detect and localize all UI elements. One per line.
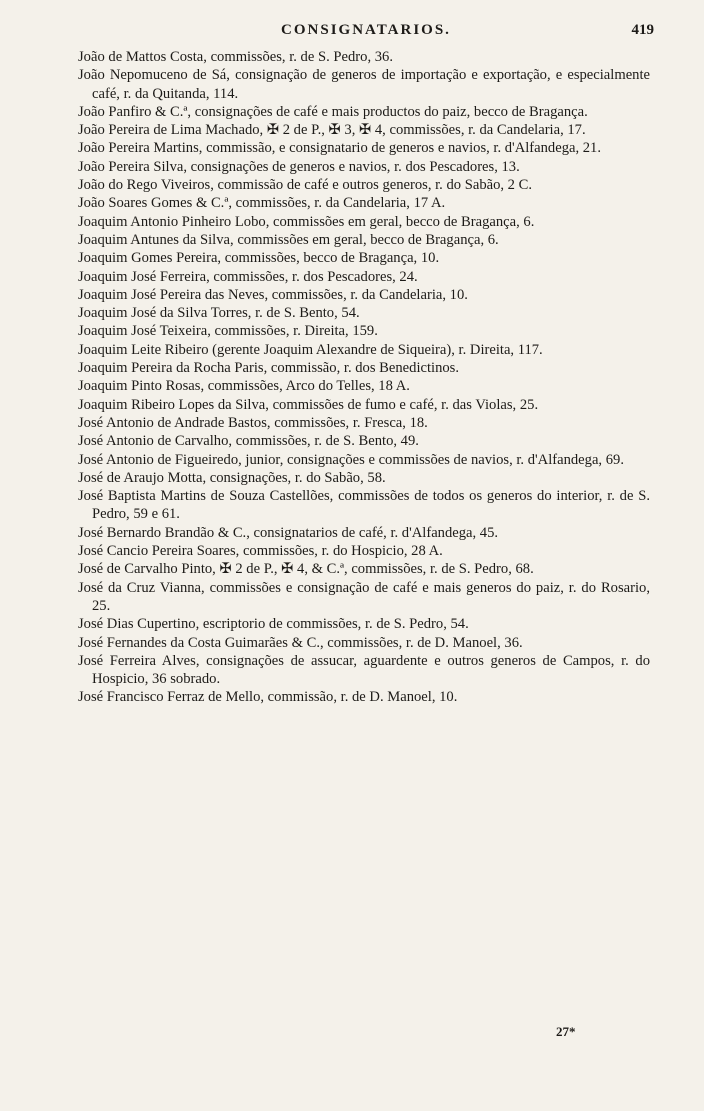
list-item xyxy=(78,268,650,286)
entry-name: José Antonio de Figueiredo, junior xyxy=(78,451,280,468)
entry-details: , consignações de generos e navios, r. dos Pescadores, 13. xyxy=(183,158,520,175)
list-item xyxy=(78,688,650,706)
list-item xyxy=(78,286,650,304)
entry-name: José de Carvalho Pinto xyxy=(78,561,213,578)
entry-name: João Soares Gomes & C.ª xyxy=(78,195,229,212)
list-item xyxy=(78,414,650,432)
list-item xyxy=(78,249,650,267)
list-item xyxy=(78,194,650,212)
page-header xyxy=(78,22,654,48)
entry-details: , ✠ 2 de P., ✠ 3, ✠ 4, commissões, r. da Candelaria, 17. xyxy=(259,122,586,139)
entry-name: José Fernandes da Costa Guimarães & C. xyxy=(78,634,320,651)
list-item xyxy=(78,579,650,616)
entry-name: José Antonio de Andrade Bastos xyxy=(78,414,267,431)
entry-details: , commissões, becco de Bragança, 10. xyxy=(217,250,440,267)
entry-details: , commissões em geral, becco de Bragança, 6. xyxy=(230,231,499,248)
list-item xyxy=(78,322,650,340)
entry-details: , commissão, e consignatario de generos e navios, r. d'Alfandega, 21. xyxy=(198,140,602,157)
list-item xyxy=(78,487,650,524)
entry-details: , commissões, r. de D. Manoel, 36. xyxy=(319,634,523,651)
list-item xyxy=(78,121,650,139)
list-item xyxy=(78,139,650,157)
entry-name: João de Mattos Costa xyxy=(78,49,204,65)
entry-name: Joaquim José Teixeira xyxy=(78,323,208,340)
list-item xyxy=(78,48,650,66)
entry-details: , consignações, r. do Sabão, 58. xyxy=(202,469,386,486)
list-item xyxy=(78,560,650,578)
entry-name: Joaquim José Ferreira xyxy=(78,268,207,285)
entry-details: , consignações de assucar, aguardente e outros generos de Campos, r. do Hospicio, 36 sobrado. xyxy=(92,652,650,688)
entry-details: , ✠ 2 de P., ✠ 4, & C.ª, commissões, r. de S. Pedro, 68. xyxy=(212,561,534,578)
entry-details: , consignatarios de café, r. d'Alfandega, 45. xyxy=(246,524,499,541)
list-item xyxy=(78,231,650,249)
entry-details: , commissão de café e outros generos, r. do Sabão, 2 C. xyxy=(210,177,533,194)
entry-name: José Ferreira Alves xyxy=(78,652,196,669)
list-item xyxy=(78,176,650,194)
list-item xyxy=(78,66,650,103)
printer-signature-mark: 27* xyxy=(556,1024,576,1039)
entry-details: , commissões, r. do Hospicio, 28 A. xyxy=(235,543,443,560)
entry-name: Joaquim Gomes Pereira xyxy=(78,250,218,267)
entry-name: Joaquim Leite Ribeiro xyxy=(78,341,209,358)
entry-name: José Antonio de Carvalho xyxy=(78,433,229,450)
entry-details: , commissões e consignação de café e mais generos do paiz, r. do Rosario, 25. xyxy=(92,579,650,614)
entry-details: , commissões de todos os generos do interior, r. de S. Pedro, 59 e 61. xyxy=(92,488,650,523)
list-item xyxy=(78,341,650,359)
entry-details: , commissões, r. de S. Bento, 49. xyxy=(228,433,419,450)
entry-details: , consignações e commissões de navios, r. d'Alfandega, 69. xyxy=(279,451,624,468)
entry-list xyxy=(78,48,650,707)
list-item xyxy=(78,396,650,414)
list-item xyxy=(78,524,650,542)
entry-name: Joaquim Pinto Rosas xyxy=(78,378,201,395)
entry-details: , commissões, r. Fresca, 18. xyxy=(266,414,428,431)
entry-name: João do Rego Viveiros xyxy=(78,177,211,194)
list-item xyxy=(78,615,650,633)
entry-name: João Panfiro & C.ª xyxy=(78,103,188,120)
entry-details: , commissões, r. Direita, 159. xyxy=(207,323,378,340)
entry-name: Joaquim Antonio Pinheiro Lobo xyxy=(78,213,266,230)
entry-details: (gerente Joaquim Alexandre de Siqueira), r. Direita, 117. xyxy=(208,341,543,358)
entry-details: , consignação de generos de importação e exportação, e especialmente café, r. da Quitanda, 114. xyxy=(92,67,650,102)
entry-details: , commissões, Arco do Telles, 18 A. xyxy=(200,378,410,395)
entry-details: , commissões, r. de S. Pedro, 36. xyxy=(203,49,393,65)
entry-name: João Nepomuceno de Sá xyxy=(78,67,227,84)
entry-details: , commissão, r. dos Benedictinos. xyxy=(263,360,460,377)
list-item xyxy=(78,652,650,689)
entry-details: , r. de S. Bento, 54. xyxy=(247,305,360,322)
entry-name: João Pereira Martins xyxy=(78,140,199,157)
entry-name: Joaquim José da Silva Torres xyxy=(78,305,248,322)
entry-details: , escriptorio de commissões, r. de S. Pedro, 54. xyxy=(195,616,469,633)
list-item xyxy=(78,213,650,231)
entry-name: José Francisco Ferraz de Mello xyxy=(78,689,261,706)
entry-name: Joaquim José Pereira das Neves xyxy=(78,286,265,303)
list-item xyxy=(78,451,650,469)
list-item xyxy=(78,359,650,377)
list-item xyxy=(78,304,650,322)
entry-name: José Baptista Martins de Souza Castellões xyxy=(78,488,330,505)
entry-name: Joaquim Antunes da Silva xyxy=(78,231,231,248)
list-item xyxy=(78,377,650,395)
list-item xyxy=(78,634,650,652)
entry-details: , commissões, r. da Candelaria, 17 A. xyxy=(228,195,446,212)
entry-name: José Bernardo Brandão & C. xyxy=(78,524,247,541)
page-title: CONSIGNATARIOS. xyxy=(281,22,451,38)
entry-details: , commissões, r. da Candelaria, 10. xyxy=(264,286,468,303)
entry-name: Joaquim Pereira da Rocha Paris xyxy=(78,360,264,377)
entry-details: , consignações de café e mais productos do paiz, becco de Bragança. xyxy=(187,103,588,120)
entry-details: , commissões em geral, becco de Bragança, 6. xyxy=(265,213,535,230)
entry-name: José Cancio Pereira Soares xyxy=(78,543,236,560)
entry-name: José Dias Cupertino xyxy=(78,616,196,633)
list-item xyxy=(78,432,650,450)
entry-name: João Pereira de Lima Machado xyxy=(78,122,260,139)
entry-details: , commissões de fumo e café, r. das Violas, 25. xyxy=(265,396,539,413)
entry-name: José da Cruz Vianna xyxy=(78,579,202,596)
page-number: 419 xyxy=(631,22,654,38)
list-item xyxy=(78,469,650,487)
entry-details: , commissões, r. dos Pescadores, 24. xyxy=(206,268,418,285)
entry-name: José de Araujo Motta xyxy=(78,469,203,486)
entry-name: Joaquim Ribeiro Lopes da Silva xyxy=(78,396,266,413)
entry-name: João Pereira Silva xyxy=(78,158,184,175)
list-item xyxy=(78,158,650,176)
list-item xyxy=(78,103,650,121)
entry-details: , commissão, r. de D. Manoel, 10. xyxy=(260,689,458,706)
list-item xyxy=(78,542,650,560)
